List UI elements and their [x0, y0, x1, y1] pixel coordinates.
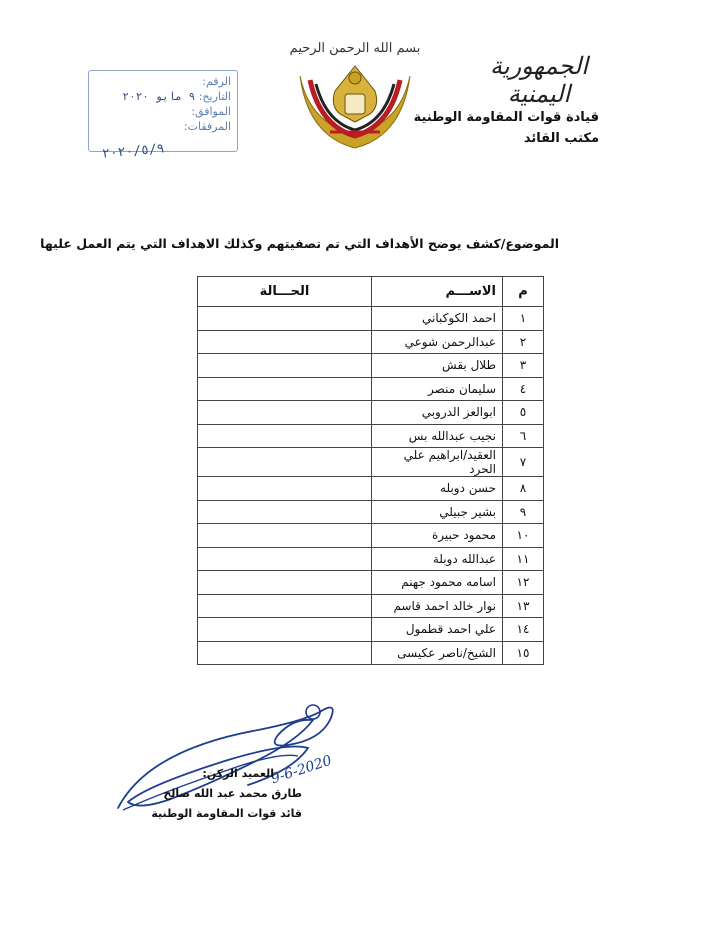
signatory-title: العميد الركن: — [202, 767, 274, 780]
org-command-name: قيادة قوات المقاومة الوطنية — [413, 110, 599, 125]
row-status — [198, 618, 372, 642]
row-name: محمود حبيرة — [372, 524, 503, 548]
table-row — [198, 618, 544, 642]
stamp-date-row — [95, 89, 231, 104]
stamp-attachments-label: المرفقات: — [183, 120, 231, 133]
header-status: الحـــالة — [198, 277, 372, 307]
table-row — [198, 571, 544, 595]
row-name: سليمان منصر — [372, 377, 503, 401]
table-row — [198, 594, 544, 618]
row-num: ٩ — [503, 500, 544, 524]
row-num: ٥ — [503, 401, 544, 425]
stamp-ref-row — [95, 74, 231, 89]
row-num: ١٢ — [503, 571, 544, 595]
document-subject: الموضوع/كشف يوضح الأهداف التي تم تصفيتهم وكذلك الاهداف التي يتم العمل عليها — [40, 236, 559, 251]
targets-table — [197, 276, 544, 665]
row-status — [198, 477, 372, 501]
signatory-position: قائد قوات المقاومة الوطنية — [151, 807, 302, 820]
row-status — [198, 594, 372, 618]
table-row — [198, 354, 544, 378]
row-name: ابوالعز الدروبي — [372, 401, 503, 425]
row-status — [198, 524, 372, 548]
table-row — [198, 547, 544, 571]
table-row — [198, 330, 544, 354]
row-status — [198, 500, 372, 524]
table-row — [198, 424, 544, 448]
row-name: الشيخ/ناصر عكيسى — [372, 641, 503, 665]
row-name: نجيب عبدالله بس — [372, 424, 503, 448]
row-status — [198, 424, 372, 448]
row-num: ٦ — [503, 424, 544, 448]
org-office-name: مكتب القائد — [523, 131, 599, 146]
reference-stamp — [88, 70, 238, 152]
signature-handwritten-date: 9-6-2020 — [269, 752, 334, 788]
row-status — [198, 547, 372, 571]
stamp-handwritten-date: ٢٠٢٠/٥/٩ — [101, 141, 166, 162]
row-status — [198, 448, 372, 477]
row-num: ١٥ — [503, 641, 544, 665]
row-num: ٤ — [503, 377, 544, 401]
header-num: م — [503, 277, 544, 307]
table-header-row — [198, 277, 544, 307]
stamp-corresponding-row — [95, 104, 231, 119]
header-name: الاســـم — [372, 277, 503, 307]
row-num: ١٣ — [503, 594, 544, 618]
row-num: ٨ — [503, 477, 544, 501]
row-status — [198, 330, 372, 354]
row-num: ٣ — [503, 354, 544, 378]
row-name: طلال بقش — [372, 354, 503, 378]
row-name: العقيد/ابراهيم علي الحرد — [372, 448, 503, 477]
row-num: ١٠ — [503, 524, 544, 548]
stamp-corresponding-label: الموافق: — [191, 105, 231, 118]
row-name: اسامه محمود جهنم — [372, 571, 503, 595]
row-name: عبدالرحمن شوعي — [372, 330, 503, 354]
org-calligraphy-title: الجمهورية اليمنية — [490, 52, 588, 108]
row-num: ٧ — [503, 448, 544, 477]
basmala-text: بسم الله الرحمن الرحيم — [290, 41, 420, 56]
row-name: علي احمد قطمول — [372, 618, 503, 642]
yemen-eagle-emblem-icon — [290, 36, 420, 154]
stamp-date-value: ٩ مايو ٢٠٢٠ — [122, 90, 196, 103]
row-status — [198, 571, 372, 595]
row-name: عبدالله دوبلة — [372, 547, 503, 571]
stamp-ref-label: الرقم: — [202, 75, 231, 88]
row-status — [198, 307, 372, 331]
row-status — [198, 641, 372, 665]
table-row — [198, 401, 544, 425]
table-row — [198, 377, 544, 401]
row-status — [198, 401, 372, 425]
row-name: نوار خالد احمد قاسم — [372, 594, 503, 618]
table-row — [198, 477, 544, 501]
row-name: حسن دوبله — [372, 477, 503, 501]
row-name: احمد الكوكباني — [372, 307, 503, 331]
row-num: ١١ — [503, 547, 544, 571]
table-row — [198, 500, 544, 524]
row-num: ١٤ — [503, 618, 544, 642]
stamp-attachments-row — [95, 119, 231, 134]
table-row — [198, 307, 544, 331]
row-status — [198, 354, 372, 378]
signatory-name: طارق محمد عبد الله صالح — [163, 787, 302, 800]
table-row — [198, 448, 544, 477]
table-row — [198, 524, 544, 548]
row-num: ١ — [503, 307, 544, 331]
stamp-date-label: التاريخ: — [198, 90, 231, 103]
row-num: ٢ — [503, 330, 544, 354]
row-status — [198, 377, 372, 401]
row-name: بشير جبيلي — [372, 500, 503, 524]
table-row — [198, 641, 544, 665]
